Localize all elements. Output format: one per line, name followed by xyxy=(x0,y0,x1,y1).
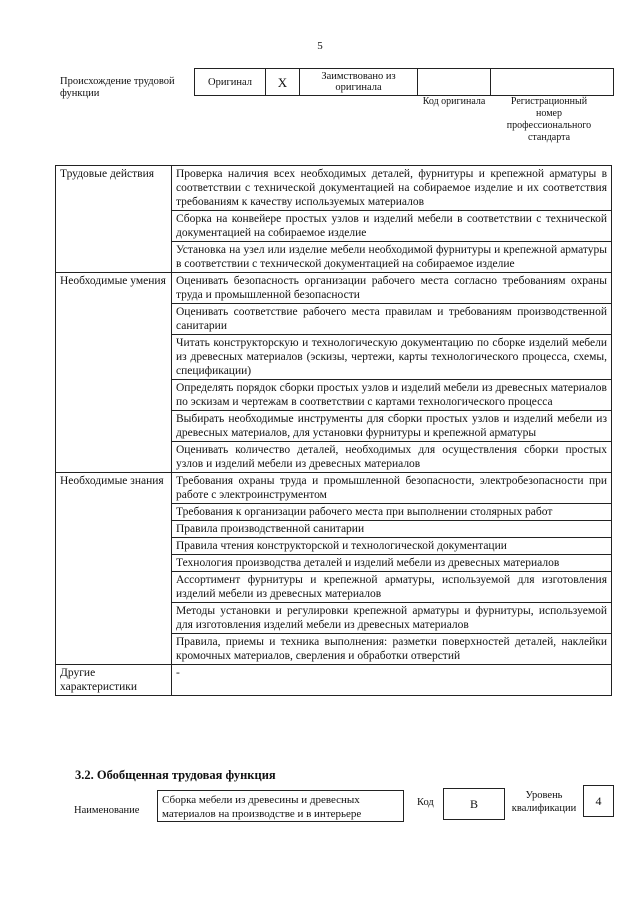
page-number: 5 xyxy=(317,40,323,52)
name-label: Наименование xyxy=(74,805,140,816)
table-cell: Требования к организации рабочего места при выполнении столярных работ xyxy=(172,504,612,521)
row-head-knowledge: Необходимые знания xyxy=(56,473,172,665)
name-value: Сборка мебели из древесины и древесных материалов на производстве и в интерьере xyxy=(157,790,404,822)
original-label: Оригинал xyxy=(208,76,252,88)
table-cell: Ассортимент фурнитуры и крепежной арматуры, используемой для изготовления изделий мебели из древесных материалов xyxy=(172,572,612,603)
borrowed-label: Заимствовано из оригинала xyxy=(321,71,396,93)
row-head-actions: Трудовые действия xyxy=(56,166,172,273)
table-cell: Оценивать соответствие рабочего места правилам и требованиям производственной санитарии xyxy=(172,304,612,335)
original-mark: X xyxy=(277,74,288,90)
origin-table xyxy=(194,68,614,96)
code-label: Код xyxy=(417,797,434,808)
original-cell xyxy=(195,69,266,95)
table-cell: Требования охраны труда и промышленной безопасности, электробезопасности при работе с электроинструментом xyxy=(172,473,612,504)
table-cell: Установка на узел или изделие мебели необходимой фурнитуры и крепежной арматуры в соответствии с технической документацией на собираемое изделие xyxy=(172,242,612,273)
table-cell: Правила, приемы и техника выполнения: разметки поверхностей деталей, наклейки кромочных материалов, сверления и обработки отверстий xyxy=(172,634,612,665)
borrowed-cell xyxy=(300,69,418,95)
table-cell: Сборка на конвейере простых узлов и изделий мебели в соответствии с технической документацией на собираемое изделие xyxy=(172,211,612,242)
table-cell: Правила производственной санитарии xyxy=(172,521,612,538)
section-title: 3.2. Обобщенная трудовая функция xyxy=(75,768,276,782)
row-head-other: Другие характеристики xyxy=(56,665,172,696)
table-cell: Выбирать необходимые инструменты для сборки простых узлов и изделий мебели из древесных материалов, для установки фурнитуры и крепежной арматуры xyxy=(172,411,612,442)
table-cell: Проверка наличия всех необходимых деталей, фурнитуры и крепежной арматуры в соответствии с технической документацией на собираемое изделие и их соответствия требованиям к качеству используемых материалов xyxy=(172,166,612,211)
table-row xyxy=(56,166,612,211)
table-cell: Правила чтения конструкторской и технологической документации xyxy=(172,538,612,555)
reg-number-label: Регистрационный номер профессионального стандарта xyxy=(506,96,592,143)
table-cell: Методы установки и регулировки крепежной арматуры и фурнитуры, используемой для изготовления изделий мебели из древесных материалов xyxy=(172,603,612,634)
table-row xyxy=(56,665,612,696)
table-row xyxy=(56,273,612,304)
table-cell: Оценивать количество деталей, необходимых для осуществления сборки простых узлов и изделий мебели из древесных материалов xyxy=(172,442,612,473)
table-cell: - xyxy=(172,665,612,696)
code-original-label: Код оригинала xyxy=(422,96,486,107)
code-value-text: В xyxy=(469,796,478,811)
table-cell: Определять порядок сборки простых узлов и изделий мебели из древесных материалов по эскизам и чертежам в соответствии с картами технологического процесса xyxy=(172,380,612,411)
table-cell: Технология производства деталей и изделий мебели из древесных материалов xyxy=(172,555,612,572)
level-value xyxy=(583,785,614,817)
table-cell: Оценивать безопасность организации рабочего места согласно требованиям охраны труда и промышленной безопасности xyxy=(172,273,612,304)
reg-number-cell xyxy=(491,69,613,95)
level-value-text: 4 xyxy=(595,793,602,808)
level-label: Уровень квалификации xyxy=(511,790,577,814)
table-row xyxy=(56,473,612,504)
code-value xyxy=(443,788,505,820)
code-cell xyxy=(418,69,491,95)
table-cell: Читать конструкторскую и технологическую документацию по сборке изделий мебели из древесных материалов (эскизы, чертежи, карты технологического процесса, схемы, спецификации) xyxy=(172,335,612,380)
origin-label: Происхождение трудовой функции xyxy=(60,76,175,99)
original-mark-cell xyxy=(266,69,300,95)
labor-function-table xyxy=(55,165,612,696)
row-head-skills: Необходимые умения xyxy=(56,273,172,473)
